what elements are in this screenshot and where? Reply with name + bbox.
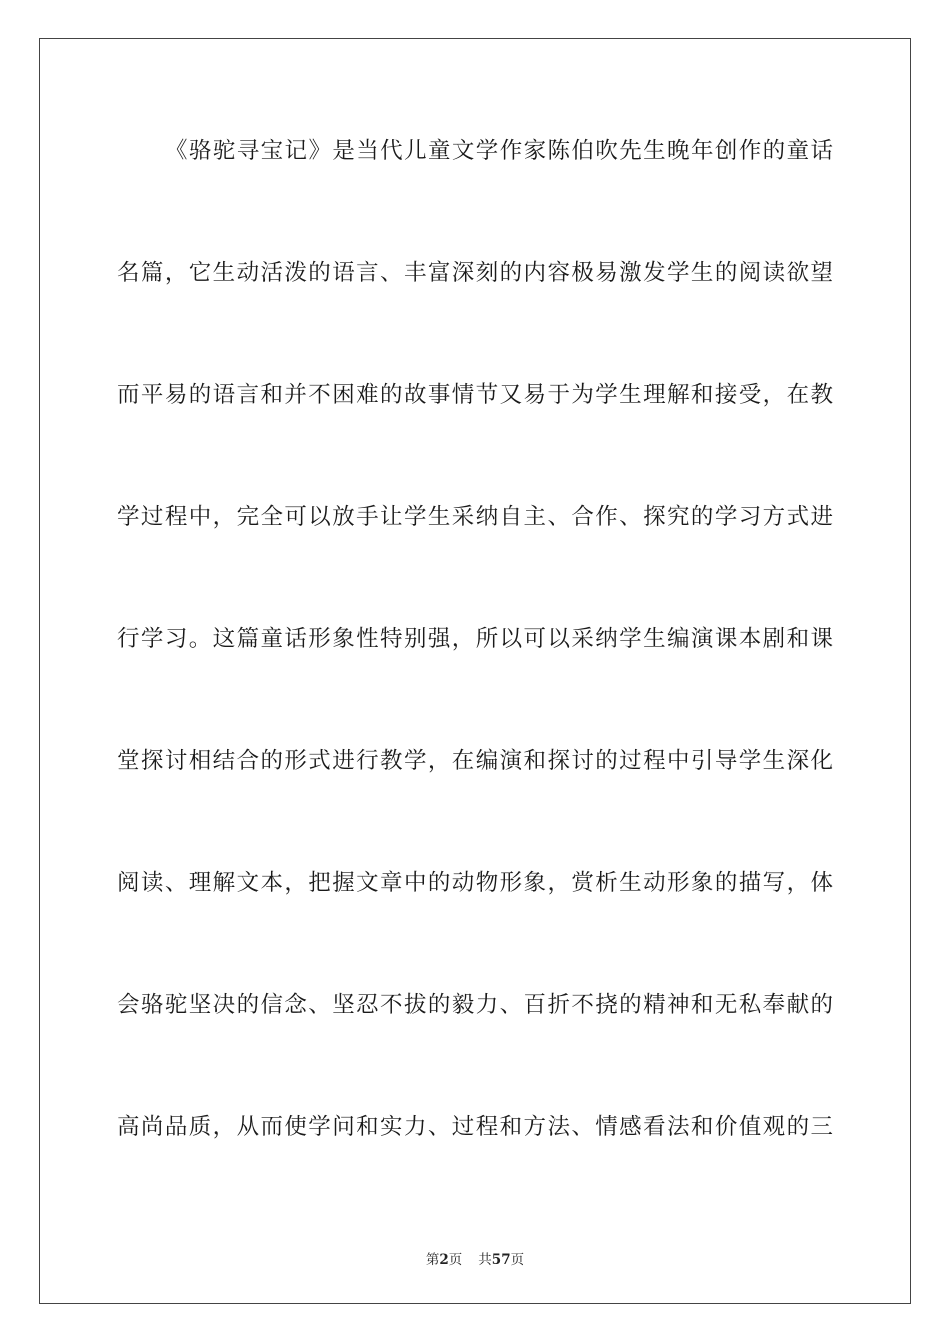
paragraph-line-4: 学过程中，完全可以放手让学生采纳自主、合作、探究的学习方式进: [117, 504, 833, 530]
paragraph-line-5: 行学习。这篇童话形象性特别强，所以可以采纳学生编演课本剧和课: [117, 626, 833, 652]
page-number: 2: [439, 1252, 449, 1268]
paragraph-line-6: 堂探讨相结合的形式进行教学，在编演和探讨的过程中引导学生深化: [117, 748, 833, 774]
paragraph-line-2: 名篇，它生动活泼的语言、丰富深刻的内容极易激发学生的阅读欲望: [117, 260, 833, 286]
paragraph-line-1: 《骆驼寻宝记》是当代儿童文学作家陈伯吹先生晚年创作的童话: [165, 138, 833, 164]
total-label-suffix: 页: [510, 1252, 525, 1268]
total-pages: 57: [491, 1252, 511, 1268]
paragraph-line-3: 而平易的语言和并不困难的故事情节又易于为学生理解和接受，在教: [117, 382, 833, 408]
page-label-suffix: 页: [448, 1252, 463, 1268]
page-footer: [0, 1248, 950, 1268]
paragraph-line-7: 阅读、理解文本，把握文章中的动物形象，赏析生动形象的描写，体: [117, 870, 833, 896]
page-label-prefix: 第: [425, 1252, 440, 1268]
total-label-prefix: 共: [478, 1252, 492, 1268]
paragraph-line-9: 高尚品质，从而使学问和实力、过程和方法、情感看法和价值观的三: [117, 1114, 833, 1140]
paragraph-line-8: 会骆驼坚决的信念、坚忍不拔的毅力、百折不挠的精神和无私奉献的: [117, 992, 833, 1018]
